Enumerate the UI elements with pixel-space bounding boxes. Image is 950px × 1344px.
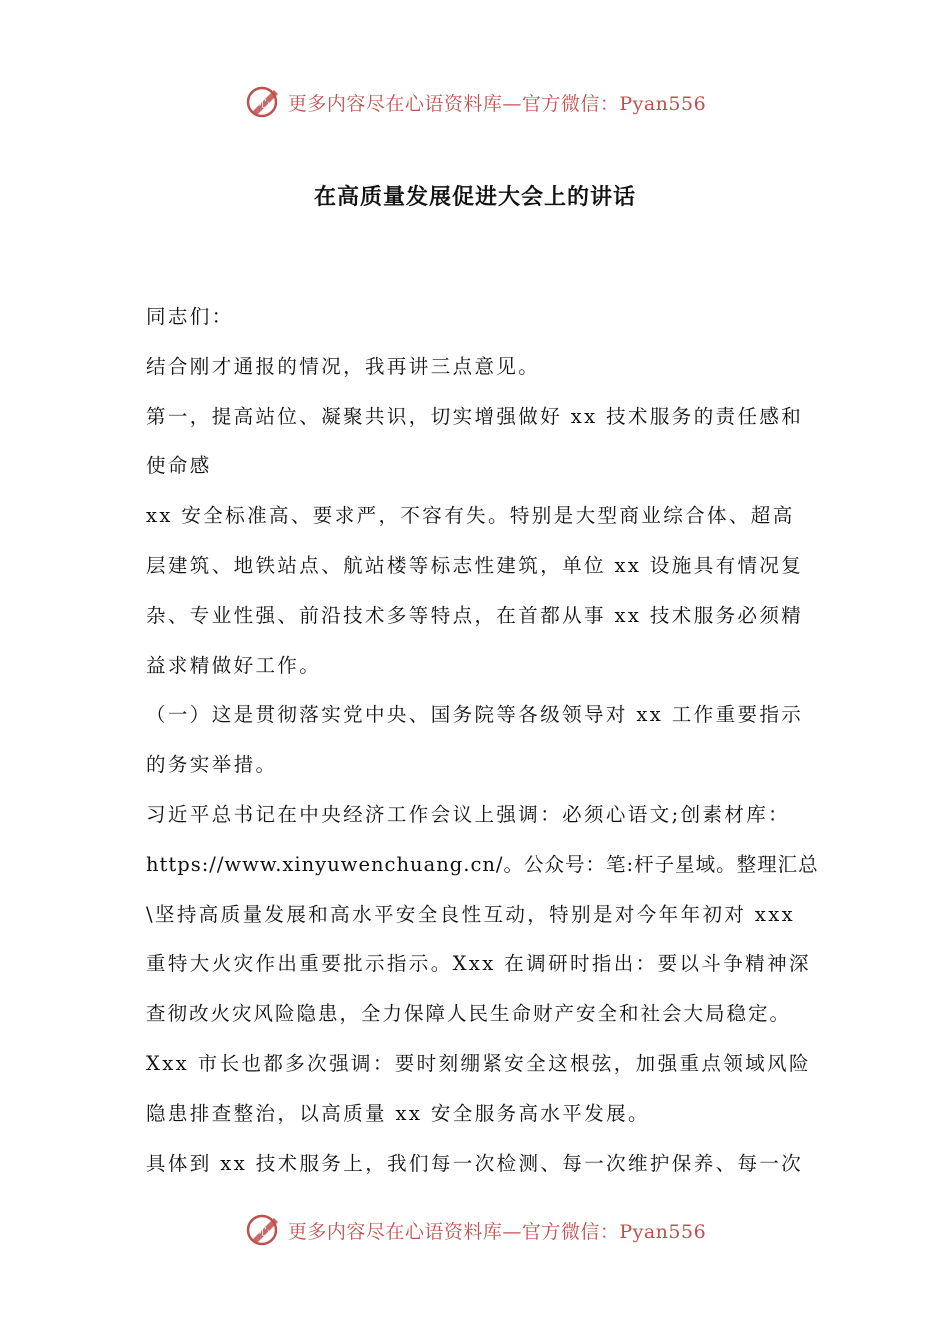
body-line: 层建筑、地铁站点、航站楼等标志性建筑，单位 xx 设施具有情况复 [146, 553, 804, 577]
footer-watermark-text [288, 1217, 706, 1244]
footer-watermark-label: 更多内容尽在心语资料库—官方微信： [287, 1220, 620, 1243]
body-line: （一）这是贯彻落实党中央、国务院等各级领导对 xx 工作重要指示 [146, 703, 804, 727]
document-title: 在高质量发展促进大会上的讲话 [313, 185, 636, 210]
pen-logo-icon [244, 82, 284, 122]
body-line: 益求精做好工作。 [146, 653, 322, 677]
svg-text:心: 心 [258, 97, 270, 110]
body-line-url: https://www.xinyuwenchuang.cn/。公众号：笔:杆子星域。整理汇总 [146, 852, 819, 876]
body-line: 使命感 [146, 454, 212, 478]
body-line: 隐患排查整治，以高质量 xx 安全服务高水平发展。 [146, 1101, 650, 1125]
body-line: 的务实举措。 [146, 753, 278, 777]
body-line: 同志们： [146, 305, 234, 328]
body-line: 查彻改火灾风险隐患，全力保障人民生命财产安全和社会大局稳定。 [146, 1002, 792, 1026]
header-wechat-id: Pyan556 [619, 92, 707, 115]
body-line: 第一，提高站位、凝聚共识，切实增强做好 xx 技术服务的责任感和 [146, 404, 804, 428]
body-line: 重特大火灾作出重要批示指示。Xxx 在调研时指出：要以斗争精神深 [146, 952, 811, 976]
header-watermark-label: 更多内容尽在心语资料库—官方微信： [287, 92, 620, 115]
body-line: 结合刚才通报的情况，我再讲三点意见。 [146, 354, 541, 378]
svg-text:心: 心 [258, 1225, 270, 1238]
body-line: \坚持高质量发展和高水平安全良性互动，特别是对今年年初对 xxx [146, 902, 796, 926]
header-watermark-text [288, 89, 706, 116]
body-line: xx 安全标准高、要求严，不容有失。特别是大型商业综合体、超高 [146, 504, 795, 528]
header-watermark-banner [0, 80, 950, 124]
document-body [146, 292, 826, 1188]
pen-logo-icon [244, 1210, 284, 1250]
body-line: 习近平总书记在中央经济工作会议上强调：必须心语文;创素材库： [146, 802, 791, 826]
body-line: 杂、专业性强、前沿技术多等特点，在首都从事 xx 技术服务必须精 [146, 603, 804, 627]
footer-watermark-banner [0, 1208, 950, 1252]
body-line: 具体到 xx 技术服务上，我们每一次检测、每一次维护保养、每一次 [146, 1151, 804, 1175]
body-line: Xxx 市长也都多次强调：要时刻绷紧安全这根弦，加强重点领域风险 [146, 1051, 811, 1075]
footer-wechat-id: Pyan556 [619, 1220, 707, 1243]
